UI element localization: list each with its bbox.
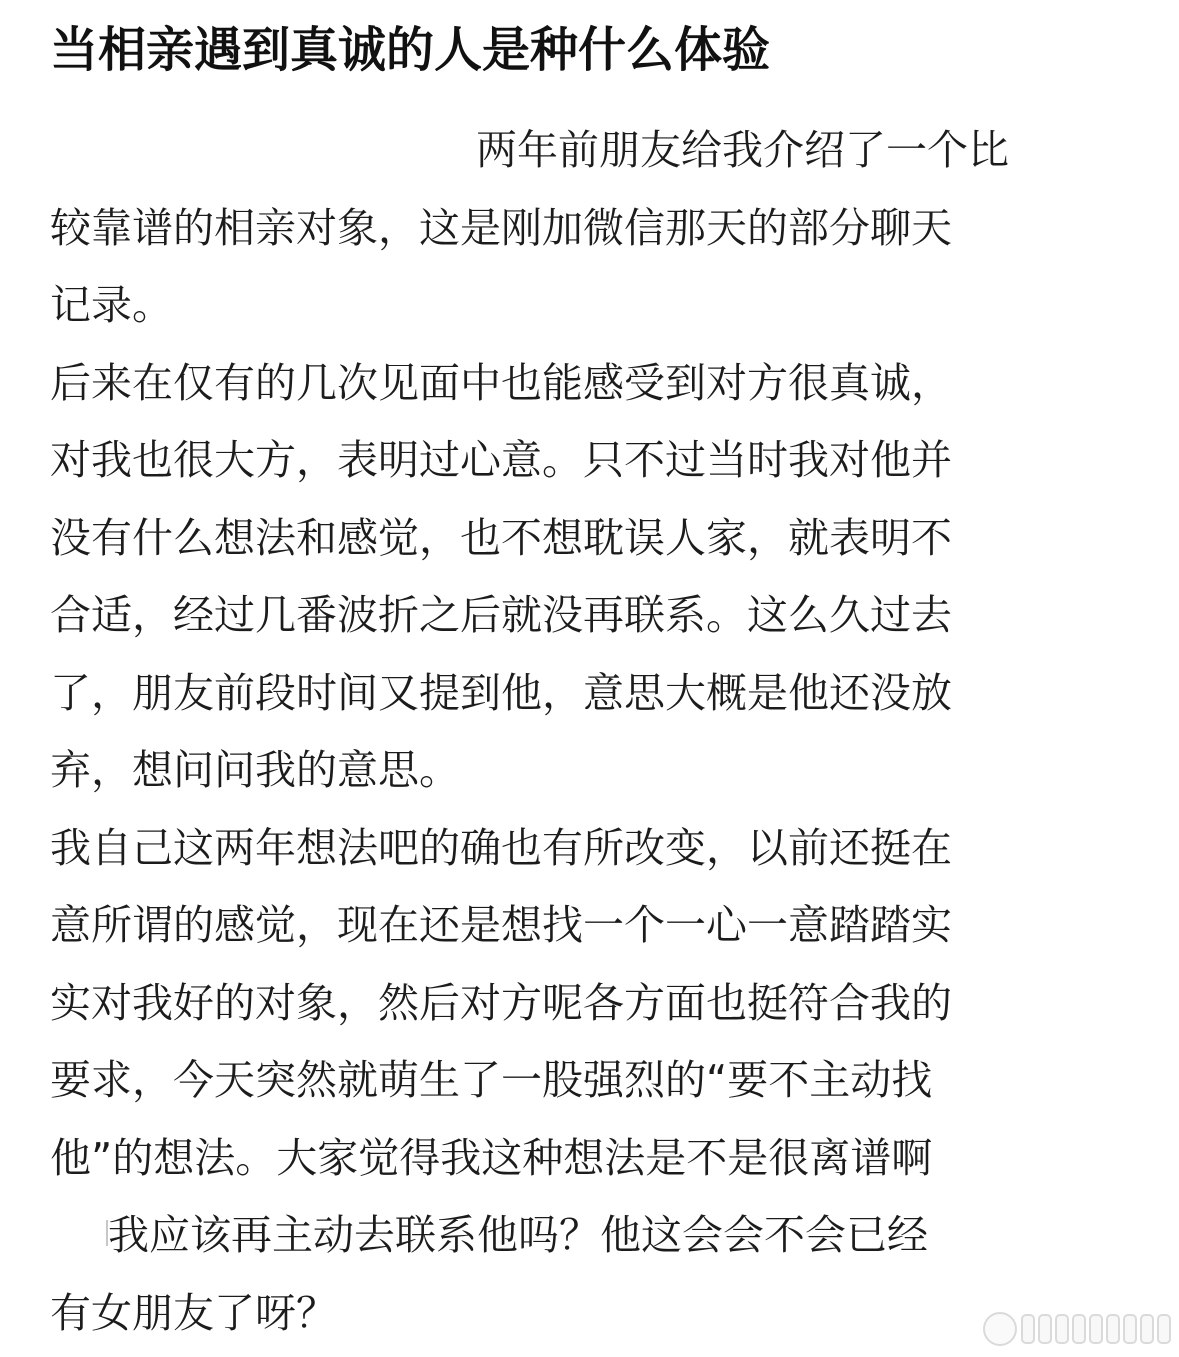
body-line: 意所谓的感觉，现在还是想找一个一心一意踏踏实 xyxy=(50,901,952,949)
body-line: 他”的想法。大家觉得我这种想法是不是很离谱啊 xyxy=(50,1133,933,1182)
body-line: 对我也很大方，表明过心意。只不过当时我对他并 xyxy=(50,436,952,484)
text-cursor-mark xyxy=(106,1220,108,1246)
body-line: 我自己这两年想法吧的确也有所改变，以前还挺在 xyxy=(50,823,952,872)
post-title: 当相亲遇到真诚的人是种什么体验 xyxy=(50,22,771,78)
body-line: 要求，今天突然就萌生了一股强烈的“要不主动找 xyxy=(50,1056,933,1104)
body-line: 我应该再主动去联系他吗？他这会会不会已经 xyxy=(108,1211,928,1259)
body-line: 较靠谱的相亲对象，这是刚加微信那天的部分聊天 xyxy=(50,203,952,252)
watermark-bars xyxy=(1021,1314,1171,1344)
body-line: 两年前朋友给我介绍了一个比 xyxy=(476,126,1009,174)
body-line: 有女朋友了呀？ xyxy=(50,1288,337,1337)
weibo-watermark-icon xyxy=(983,1307,1171,1351)
body-line: 后来在仅有的几次见面中也能感受到对方很真诚， xyxy=(50,358,952,407)
body-line: 弃，想问问我的意思。 xyxy=(50,746,460,794)
body-line: 了，朋友前段时间又提到他，意思大概是他还没放 xyxy=(50,668,952,717)
body-line: 记录。 xyxy=(50,281,173,329)
post-body xyxy=(50,112,1130,1352)
body-line: 实对我好的对象，然后对方呢各方面也挺符合我的 xyxy=(50,978,952,1027)
body-line: 合适，经过几番波折之后就没再联系。这么久过去 xyxy=(50,591,952,639)
body-line: 没有什么想法和感觉，也不想耽误人家，就表明不 xyxy=(50,513,952,562)
weibo-logo-icon xyxy=(983,1312,1017,1346)
